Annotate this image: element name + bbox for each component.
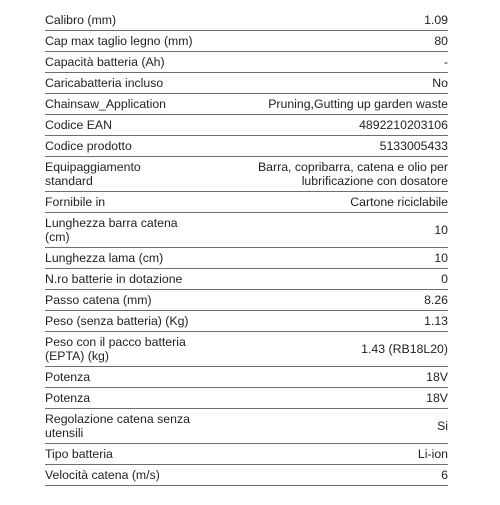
- spec-label: Caricabatteria incluso: [45, 76, 164, 90]
- spec-label: Codice EAN: [45, 118, 112, 132]
- spec-value: 10: [434, 223, 448, 237]
- spec-row-codice-ean: [45, 115, 448, 136]
- spec-value: 1.13: [424, 314, 448, 328]
- spec-row-passo-catena: [45, 290, 448, 311]
- spec-row-tipo-batteria: [45, 444, 448, 465]
- spec-label: Calibro (mm): [45, 13, 117, 27]
- spec-value: 80: [434, 34, 448, 48]
- spec-label: Lunghezza barra catena (cm): [45, 216, 178, 244]
- spec-value: 4892210203106: [359, 118, 448, 132]
- spec-label: Cap max taglio legno (mm): [45, 34, 193, 48]
- spec-row-application: [45, 94, 448, 115]
- spec-value: 0: [441, 272, 448, 286]
- spec-row-velocita-catena: [45, 465, 448, 486]
- spec-row-fornibile-in: [45, 192, 448, 213]
- spec-row-capacita-batteria: [45, 52, 448, 73]
- spec-label: Passo catena (mm): [45, 293, 152, 307]
- spec-row-potenza: [45, 367, 448, 388]
- spec-label: Peso con il pacco batteria (EPTA) (kg): [45, 335, 186, 363]
- spec-value: Cartone riciclabile: [350, 195, 448, 209]
- spec-row-caricabatteria: [45, 73, 448, 94]
- spec-row-cap-max-taglio: [45, 31, 448, 52]
- spec-value: 1.09: [424, 13, 448, 27]
- spec-row-codice-prodotto: [45, 136, 448, 157]
- spec-value: 10: [434, 251, 448, 265]
- spec-row-calibro: [45, 10, 448, 31]
- spec-label: N.ro batterie in dotazione: [45, 272, 183, 286]
- spec-table: [45, 10, 448, 486]
- spec-row-lunghezza-lama: [45, 248, 448, 269]
- spec-row-peso-con-batteria: [45, 332, 448, 367]
- spec-row-lunghezza-barra: [45, 213, 448, 248]
- spec-value: No: [432, 76, 448, 90]
- spec-value: 18V: [426, 391, 448, 405]
- spec-label: Fornibile in: [45, 195, 106, 209]
- spec-row-equipaggiamento: [45, 157, 448, 192]
- spec-label: Tipo batteria: [45, 447, 113, 461]
- spec-label: Potenza: [45, 391, 91, 405]
- spec-value: 1.43 (RB18L20): [361, 342, 448, 356]
- spec-label: Codice prodotto: [45, 139, 132, 153]
- spec-label: Chainsaw_Application: [45, 97, 166, 111]
- spec-label: Potenza: [45, 370, 91, 384]
- spec-label: Regolazione catena senza utensili: [45, 412, 190, 440]
- spec-value: 6: [441, 468, 448, 482]
- spec-value: -: [443, 55, 448, 69]
- spec-value: Barra, copribarra, catena e olio per lubrificazione con dosatore: [257, 160, 448, 188]
- spec-label: Equipaggiamento standard: [45, 160, 141, 188]
- spec-value: 8.26: [424, 293, 448, 307]
- spec-label: Lunghezza lama (cm): [45, 251, 164, 265]
- spec-row-peso-senza-batteria: [45, 311, 448, 332]
- spec-label: Velocità catena (m/s): [45, 468, 160, 482]
- spec-row-batterie-in-dotazione: [45, 269, 448, 290]
- spec-label: Peso (senza batteria) (Kg): [45, 314, 189, 328]
- spec-row-potenza: [45, 388, 448, 409]
- spec-value: Pruning,Gutting up garden waste: [268, 97, 448, 111]
- spec-value: Li-ion: [417, 447, 448, 461]
- spec-value: 18V: [426, 370, 448, 384]
- spec-label: Capacità batteria (Ah): [45, 55, 165, 69]
- spec-value: 5133005433: [379, 139, 448, 153]
- spec-value: Si: [437, 419, 448, 433]
- spec-row-regolazione-catena: [45, 409, 448, 444]
